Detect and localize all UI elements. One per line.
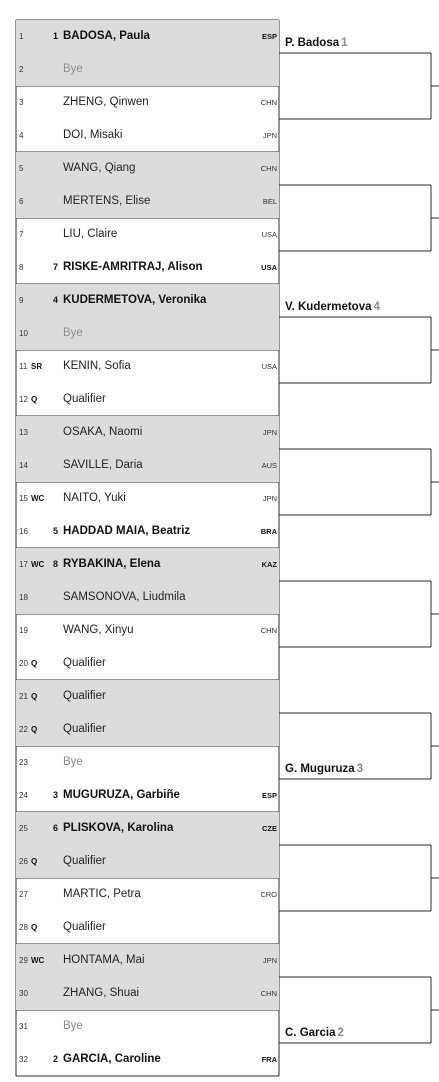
nationality: AUS [261,461,277,470]
draw-position: 30 [19,989,28,998]
player-name: KENIN, Sofia [63,360,131,372]
draw-position: 28 [19,923,28,932]
winner-name: P. Badosa [285,37,340,49]
draw-position: 2 [19,65,24,74]
winner-name: V. Kudermetova [285,301,372,313]
draw-position: 15 [19,494,28,503]
draw-row [16,284,279,317]
draw-row [16,680,279,713]
player-name: Bye [63,1020,83,1032]
player-name: MERTENS, Elise [63,195,151,207]
seed-number: 7 [53,262,59,272]
entry-status: WC [31,560,45,569]
entry-status: Q [31,923,38,932]
player-name: KUDERMETOVA, Veronika [63,294,207,306]
draw-row [16,53,279,86]
player-name: Qualifier [63,855,106,867]
second-round-player [285,1027,344,1039]
winner-seed: 2 [337,1027,344,1039]
player-name: MARTIC, Petra [63,888,141,900]
seed-number: 1 [53,31,59,41]
draw-position: 31 [19,1022,28,1031]
draw-position: 3 [19,98,24,107]
player-name: Qualifier [63,657,106,669]
nationality: CHN [260,98,277,107]
seed-number: 6 [53,823,59,833]
player-name: ZHANG, Shuai [63,987,140,999]
draw-position: 6 [19,197,24,206]
nationality: BEL [262,197,277,206]
draw-position: 4 [19,131,24,140]
draw-row [16,812,279,845]
player-name: GARCIA, Caroline [63,1053,161,1065]
seed-number: 3 [53,790,59,800]
nationality: CRO [260,890,277,899]
player-name: NAITO, Yuki [63,492,126,504]
nationality: USA [261,362,277,371]
draw-row [16,350,279,383]
player-name: DOI, Misaki [63,129,123,141]
nationality: CHN [260,164,277,173]
draw-position: 10 [19,329,28,338]
entry-status: Q [31,857,38,866]
draw-position: 32 [19,1055,28,1064]
second-round-player [285,301,380,313]
player-name: WANG, Xinyu [63,624,134,636]
entry-status: SR [31,362,43,371]
draw-position: 7 [19,230,24,239]
draw-row [16,944,279,977]
second-round-player [285,763,363,775]
draw-row [16,713,279,746]
entry-status: Q [31,395,38,404]
nationality: ESP [261,791,277,800]
nationality: CZE [262,824,277,833]
second-round-player [285,37,348,49]
draw-row [16,878,279,911]
nationality: BRA [260,527,277,536]
nationality: FRA [261,1055,277,1064]
draw-position: 14 [19,461,28,470]
draw-row [16,449,279,482]
winner-seed: 1 [341,37,348,49]
player-name: Bye [63,756,83,768]
draw-row [16,548,279,581]
draw-row [16,152,279,185]
draw-row [16,251,279,284]
winner-seed: 3 [356,763,364,775]
nationality: JPN [262,956,277,965]
draw-position: 25 [19,824,28,833]
player-name: Qualifier [63,393,106,405]
draw-row [16,1010,279,1043]
nationality: KAZ [261,560,277,569]
seed-number: 5 [53,526,59,536]
player-name: SAVILLE, Daria [63,459,143,471]
entry-status: WC [31,494,45,503]
winner-seed: 4 [373,301,380,313]
player-name: Qualifier [63,723,106,735]
nationality: JPN [262,131,277,140]
nationality: ESP [261,32,277,41]
draw-position: 8 [19,263,24,272]
draw-position: 17 [19,560,28,569]
draw-position: 13 [19,428,28,437]
draw-row [16,383,279,416]
nationality: JPN [262,428,277,437]
draw-row [16,1043,279,1076]
seed-number: 8 [53,559,59,569]
draw-row [16,581,279,614]
draw-position: 27 [19,890,28,899]
nationality: CHN [260,626,277,635]
draw-row [16,911,279,944]
winner-name: G. Muguruza [285,763,355,775]
draw-position: 29 [19,956,28,965]
player-name: Bye [63,63,83,75]
player-name: SAMSONOVA, Liudmila [63,591,186,603]
player-name: HONTAMA, Mai [63,954,145,966]
entry-status: WC [31,956,45,965]
draw-position: 21 [19,692,28,701]
draw-position: 18 [19,593,28,602]
player-name: WANG, Qiang [63,162,136,174]
draw-row [16,317,279,350]
draw-position: 1 [19,32,24,41]
nationality: USA [261,263,277,272]
draw-position: 22 [19,725,28,734]
winner-name: C. Garcia [285,1027,336,1039]
draw-row [16,218,279,251]
draw-row [16,20,279,53]
player-name: RYBAKINA, Elena [63,558,161,570]
player-name: Qualifier [63,921,106,933]
draw-row [16,845,279,878]
entry-status: Q [31,692,38,701]
draw-row [16,515,279,548]
draw-position: 11 [19,362,28,371]
seed-number: 2 [53,1054,59,1064]
draw-row [16,614,279,647]
draw-position: 20 [19,659,28,668]
nationality: USA [261,230,277,239]
draw-row [16,647,279,680]
draw-row [16,185,279,218]
draw-position: 19 [19,626,28,635]
draw-position: 9 [19,296,24,305]
player-name: Bye [63,327,83,339]
draw-position: 24 [19,791,28,800]
draw-row [16,119,279,152]
draw-position: 26 [19,857,28,866]
entry-status: Q [31,659,38,668]
player-name: OSAKA, Naomi [63,426,143,438]
player-name: Qualifier [63,690,106,702]
player-name: BADOSA, Paula [63,30,150,42]
nationality: JPN [262,494,277,503]
draw-row [16,86,279,119]
player-name: MUGURUZA, Garbiñe [63,789,180,801]
draw-row [16,977,279,1010]
draw-row [16,416,279,449]
player-name: HADDAD MAIA, Beatriz [63,525,191,537]
draw-row [16,746,279,779]
draw-row [16,779,279,812]
seed-number: 4 [53,295,59,305]
player-name: PLISKOVA, Karolina [63,822,174,834]
draw-position: 16 [19,527,28,536]
player-name: RISKE-AMRITRAJ, Alison [63,261,203,273]
draw-position: 23 [19,758,28,767]
draw-row [16,482,279,515]
entry-status: Q [31,725,38,734]
nationality: CHN [260,989,277,998]
draw-position: 5 [19,164,24,173]
draw-position: 12 [19,395,28,404]
player-name: ZHENG, Qinwen [63,96,149,108]
player-name: LIU, Claire [63,228,118,240]
